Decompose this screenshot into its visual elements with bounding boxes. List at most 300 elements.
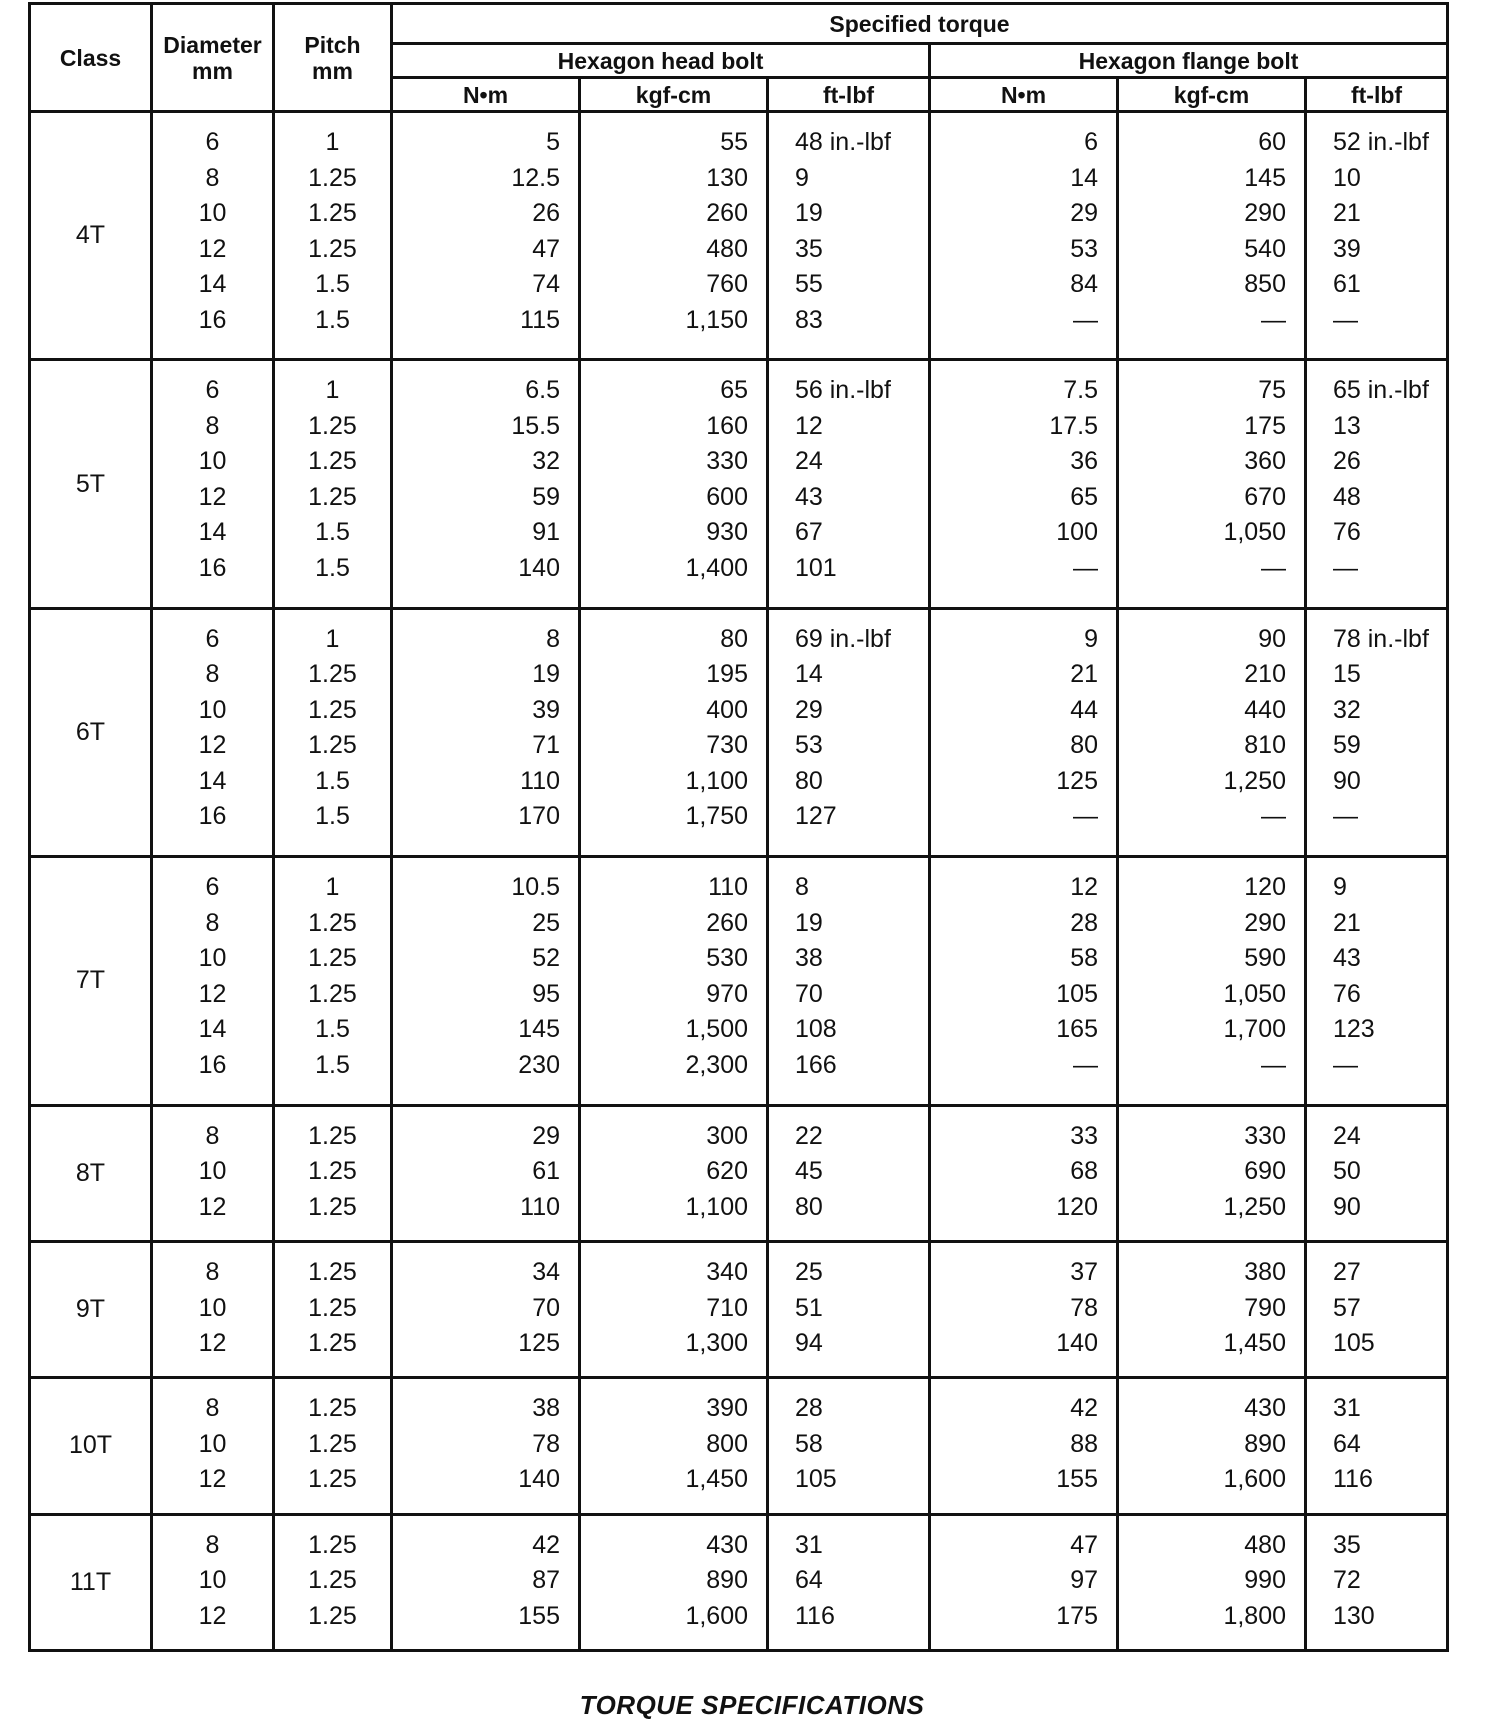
cell-flange-nm: 6 (1084, 128, 1098, 156)
table-row (30, 1378, 1448, 1514)
cell-pitch: 1.25 (308, 1530, 357, 1559)
cell-flange-nm: 105 (1056, 979, 1098, 1008)
cell-flange-nm: 14 (1070, 163, 1098, 192)
cell-flange-nm-column (930, 1514, 1118, 1650)
cell-flange-kgfcm: 1,250 (1223, 766, 1286, 795)
cell-flange-ftlbf: 65 in.-lbf (1333, 376, 1429, 405)
header-class-label: Class (59, 44, 122, 71)
cell-head-ftlbf: 64 (795, 1566, 823, 1595)
cell-flange-kgfcm-column (1118, 608, 1306, 856)
cell-flange-ftlbf: 43 (1333, 944, 1361, 973)
class-cell: 6T (30, 608, 152, 856)
cell-flange-nm-column (930, 1242, 1118, 1378)
cell-pitch: 1.25 (308, 1258, 357, 1286)
cell-diameter: 10 (198, 695, 227, 724)
cell-flange-kgfcm: 1,600 (1223, 1465, 1286, 1494)
cell-head-kgfcm-column (580, 1514, 768, 1650)
cell-head-kgfcm: 65 (720, 376, 748, 405)
cell-head-nm: 140 (518, 553, 560, 582)
cell-pitch: 1.25 (308, 482, 357, 511)
cell-head-nm-column (392, 360, 580, 608)
cell-flange-kgfcm: 75 (1258, 376, 1286, 405)
cell-head-nm: 145 (518, 1015, 560, 1044)
cell-head-ftlbf-column (768, 1242, 930, 1378)
cell-head-nm: 8 (546, 624, 560, 653)
cell-flange-ftlbf: 76 (1333, 518, 1361, 547)
cell-head-nm: 32 (532, 447, 560, 476)
table-row (30, 1514, 1448, 1650)
cell-head-kgfcm: 930 (706, 518, 748, 547)
cell-head-kgfcm-column (580, 1105, 768, 1241)
cell-head-nm: 59 (532, 482, 560, 511)
cell-head-kgfcm-column (580, 360, 768, 608)
cell-flange-nm: 80 (1070, 731, 1098, 760)
cell-diameter: 12 (198, 731, 227, 760)
cell-diameter: 8 (205, 1530, 220, 1559)
cell-head-ftlbf: 29 (795, 695, 823, 724)
cell-head-ftlbf: 14 (795, 660, 823, 689)
cell-pitch: 1.25 (308, 1121, 357, 1150)
cell-flange-kgfcm: 175 (1244, 411, 1286, 440)
cell-head-kgfcm: 2,300 (685, 1050, 748, 1079)
cell-flange-nm-column (930, 1378, 1118, 1514)
header-hexagon-flange-bolt (930, 44, 1448, 78)
cell-flange-nm: 17.5 (1049, 411, 1098, 440)
cell-flange-kgfcm: 145 (1244, 163, 1286, 192)
cell-head-kgfcm: 1,400 (685, 553, 748, 582)
cell-head-ftlbf: 105 (795, 1465, 837, 1494)
header-diameter (152, 4, 274, 112)
cell-flange-kgfcm-column (1118, 1378, 1306, 1514)
cell-head-ftlbf: 55 (795, 270, 823, 298)
cell-pitch: 1.5 (315, 802, 350, 831)
cell-flange-ftlbf-column (1306, 1242, 1448, 1378)
cell-flange-nm: 36 (1070, 447, 1098, 476)
cell-flange-ftlbf: 61 (1333, 270, 1361, 298)
cell-diameter: 10 (198, 1429, 227, 1458)
cell-head-kgfcm: 300 (706, 1121, 748, 1150)
class-cell: 8T (30, 1105, 152, 1241)
cell-flange-ftlbf: 10 (1333, 163, 1361, 192)
cell-flange-ftlbf: 123 (1333, 1015, 1375, 1044)
cell-pitch: 1.5 (315, 1050, 350, 1079)
cell-flange-ftlbf: 72 (1333, 1566, 1361, 1595)
cell-flange-ftlbf: 105 (1333, 1329, 1375, 1357)
cell-pitch: 1.5 (315, 270, 350, 298)
header-unit-ftlbf-flange: ft-lbf (1306, 78, 1448, 112)
cell-flange-kgfcm: 90 (1258, 624, 1286, 653)
cell-flange-ftlbf: 130 (1333, 1601, 1375, 1630)
cell-flange-nm: 9 (1084, 624, 1098, 653)
cell-head-kgfcm: 620 (706, 1157, 748, 1186)
cell-head-kgfcm-column (580, 608, 768, 856)
cell-head-kgfcm: 55 (720, 128, 748, 156)
cell-flange-nm: 78 (1070, 1293, 1098, 1322)
cell-flange-nm: 175 (1056, 1601, 1098, 1630)
cell-head-nm: 15.5 (511, 411, 560, 440)
cell-head-nm: 71 (532, 731, 560, 760)
cell-pitch: 1.25 (308, 411, 357, 440)
cell-flange-ftlbf: 78 in.-lbf (1333, 624, 1429, 653)
cell-head-kgfcm: 480 (706, 234, 748, 263)
cell-flange-kgfcm: 1,800 (1223, 1601, 1286, 1630)
cell-pitch: 1.25 (308, 979, 357, 1008)
header-pitch-unit: mm (312, 57, 353, 84)
cell-diameter: 10 (198, 1293, 227, 1322)
cell-head-nm: 12.5 (511, 163, 560, 192)
cell-head-nm-column (392, 1378, 580, 1514)
cell-head-ftlbf: 22 (795, 1121, 823, 1150)
cell-head-nm-column (392, 112, 580, 360)
cell-flange-kgfcm-column (1118, 857, 1306, 1105)
cell-head-kgfcm: 160 (706, 411, 748, 440)
cell-head-nm: 61 (532, 1157, 560, 1186)
cell-diameter: 8 (205, 411, 220, 440)
class-cell: 10T (30, 1378, 152, 1514)
cell-head-ftlbf: 101 (795, 553, 837, 582)
cell-pitch: 1.25 (308, 1566, 357, 1595)
cell-head-kgfcm: 430 (706, 1530, 748, 1559)
cell-head-nm-column (392, 1242, 580, 1378)
cell-head-ftlbf: 67 (795, 518, 823, 547)
header-pitch (274, 4, 392, 112)
cell-flange-nm-column (930, 857, 1118, 1105)
cell-diameter: 8 (205, 163, 220, 192)
cell-flange-nm: 7.5 (1063, 376, 1098, 405)
cell-diameter-column (152, 1242, 274, 1378)
cell-head-kgfcm: 400 (706, 695, 748, 724)
cell-pitch: 1.25 (308, 660, 357, 689)
cell-diameter-column (152, 112, 274, 360)
header-unit-kgfcm-head: kgf-cm (580, 78, 768, 112)
cell-pitch-column (274, 1514, 392, 1650)
table-row (30, 1242, 1448, 1378)
cell-pitch-column (274, 1105, 392, 1241)
class-cell: 5T (30, 360, 152, 608)
cell-flange-ftlbf-column (1306, 360, 1448, 608)
cell-pitch: 1.25 (308, 1601, 357, 1630)
cell-diameter: 12 (198, 1465, 227, 1494)
torque-specifications-table (28, 2, 1449, 1652)
cell-flange-nm: 47 (1070, 1530, 1098, 1559)
cell-head-nm: 6.5 (525, 376, 560, 405)
cell-pitch: 1 (325, 624, 340, 653)
cell-pitch-column (274, 1242, 392, 1378)
cell-flange-kgfcm: 1,250 (1223, 1192, 1286, 1221)
cell-flange-kgfcm: 330 (1244, 1121, 1286, 1150)
cell-flange-ftlbf: 48 (1333, 482, 1361, 511)
cell-flange-nm: 125 (1056, 766, 1098, 795)
cell-flange-kgfcm-column (1118, 360, 1306, 608)
cell-head-nm: 10.5 (511, 873, 560, 902)
class-cell: 11T (30, 1514, 152, 1650)
cell-pitch: 1.5 (315, 518, 350, 547)
cell-flange-ftlbf: 21 (1333, 199, 1361, 227)
cell-flange-ftlbf: — (1333, 305, 1358, 334)
cell-head-nm: 230 (518, 1050, 560, 1079)
cell-diameter-column (152, 608, 274, 856)
cell-head-nm: 26 (532, 199, 560, 227)
table-row (30, 608, 1448, 856)
cell-pitch: 1.25 (308, 1465, 357, 1494)
cell-pitch: 1 (325, 376, 340, 405)
cell-diameter-column (152, 1378, 274, 1514)
cell-flange-nm: 28 (1070, 908, 1098, 937)
cell-head-nm: 91 (532, 518, 560, 547)
cell-head-nm-column (392, 1514, 580, 1650)
cell-pitch: 1 (325, 873, 340, 902)
cell-flange-kgfcm: 120 (1244, 873, 1286, 902)
class-cell: 7T (30, 857, 152, 1105)
cell-flange-ftlbf: 76 (1333, 979, 1361, 1008)
cell-flange-kgfcm: 1,450 (1223, 1329, 1286, 1357)
cell-flange-kgfcm: 1,050 (1223, 518, 1286, 547)
cell-head-nm-column (392, 608, 580, 856)
cell-diameter: 8 (205, 660, 220, 689)
cell-flange-kgfcm: 210 (1244, 660, 1286, 689)
cell-head-kgfcm: 260 (706, 908, 748, 937)
cell-head-kgfcm: 1,600 (685, 1601, 748, 1630)
cell-flange-nm: 29 (1070, 199, 1098, 227)
cell-head-ftlbf: 19 (795, 908, 823, 937)
cell-flange-nm: 140 (1056, 1329, 1098, 1357)
cell-flange-ftlbf: 64 (1333, 1429, 1361, 1458)
cell-diameter: 14 (198, 518, 227, 547)
cell-head-ftlbf: 19 (795, 199, 823, 227)
cell-flange-nm-column (930, 360, 1118, 608)
cell-flange-kgfcm: 430 (1244, 1394, 1286, 1423)
cell-flange-kgfcm-column (1118, 1105, 1306, 1241)
cell-flange-kgfcm: 670 (1244, 482, 1286, 511)
cell-head-ftlbf: 24 (795, 447, 823, 476)
cell-flange-ftlbf-column (1306, 1514, 1448, 1650)
cell-head-nm-column (392, 1105, 580, 1241)
cell-head-ftlbf: 58 (795, 1429, 823, 1458)
table-row (30, 112, 1448, 360)
cell-head-ftlbf-column (768, 1105, 930, 1241)
cell-flange-kgfcm: 990 (1244, 1566, 1286, 1595)
cell-flange-ftlbf: 26 (1333, 447, 1361, 476)
cell-flange-ftlbf: 59 (1333, 731, 1361, 760)
cell-flange-ftlbf: 90 (1333, 1192, 1361, 1221)
cell-head-kgfcm: 800 (706, 1429, 748, 1458)
cell-head-kgfcm: 110 (708, 873, 748, 902)
cell-diameter: 14 (198, 766, 227, 795)
cell-pitch: 1.5 (315, 1015, 350, 1044)
cell-head-kgfcm: 1,300 (685, 1329, 748, 1357)
cell-flange-nm: 12 (1070, 873, 1098, 902)
cell-head-ftlbf: 69 in.-lbf (795, 624, 891, 653)
cell-diameter: 6 (205, 128, 220, 156)
cell-flange-ftlbf: 9 (1333, 873, 1347, 902)
cell-flange-kgfcm: 480 (1244, 1530, 1286, 1559)
cell-flange-kgfcm: 690 (1244, 1157, 1286, 1186)
cell-head-ftlbf: 116 (795, 1601, 835, 1630)
cell-pitch-column (274, 857, 392, 1105)
cell-diameter-column (152, 857, 274, 1105)
cell-head-kgfcm: 760 (706, 270, 748, 298)
cell-diameter: 10 (198, 199, 227, 227)
cell-flange-kgfcm: 1,050 (1223, 979, 1286, 1008)
cell-head-kgfcm: 390 (706, 1394, 748, 1423)
cell-head-nm: 34 (532, 1258, 560, 1286)
cell-flange-nm: 21 (1070, 660, 1098, 689)
cell-head-ftlbf: 48 in.-lbf (795, 128, 891, 156)
header-specified-torque-label: Specified torque (829, 10, 1010, 37)
cell-flange-nm: 37 (1070, 1258, 1098, 1286)
header-hexagon-head-bolt-label: Hexagon head bolt (557, 47, 764, 74)
cell-flange-ftlbf: 21 (1333, 908, 1361, 937)
cell-flange-ftlbf-column (1306, 857, 1448, 1105)
cell-head-ftlbf: 12 (795, 411, 823, 440)
cell-flange-kgfcm: 360 (1244, 447, 1286, 476)
cell-head-kgfcm: 730 (706, 731, 748, 760)
cell-diameter: 12 (198, 1192, 227, 1221)
table-row (30, 360, 1448, 608)
cell-diameter: 6 (205, 873, 220, 902)
class-cell: 4T (30, 112, 152, 360)
cell-head-ftlbf: 53 (795, 731, 823, 760)
cell-pitch-column (274, 112, 392, 360)
cell-flange-ftlbf-column (1306, 112, 1448, 360)
header-hexagon-head-bolt (392, 44, 930, 78)
cell-head-nm: 155 (518, 1601, 560, 1630)
header-diameter-unit: mm (192, 57, 233, 84)
cell-diameter: 12 (198, 234, 227, 263)
cell-diameter: 12 (198, 1601, 227, 1630)
table-caption: TORQUE SPECIFICATIONS (579, 1690, 925, 1720)
cell-diameter-column (152, 360, 274, 608)
table-row (30, 1105, 1448, 1241)
table-header (30, 4, 1448, 112)
cell-head-nm: 39 (532, 695, 560, 724)
cell-pitch: 1.25 (308, 1157, 357, 1186)
cell-head-ftlbf: 8 (795, 873, 809, 902)
cell-flange-nm: 155 (1056, 1465, 1098, 1494)
header-unit-nm-head: N•m (392, 78, 580, 112)
cell-head-kgfcm: 530 (706, 944, 748, 973)
cell-head-ftlbf: 35 (795, 234, 823, 263)
cell-head-kgfcm: 1,100 (685, 766, 748, 795)
cell-flange-nm: 68 (1070, 1157, 1098, 1186)
header-diameter-label: Diameter (163, 31, 262, 58)
cell-flange-kgfcm: 60 (1258, 128, 1286, 156)
cell-head-ftlbf: 70 (795, 979, 823, 1008)
cell-flange-kgfcm: 590 (1244, 944, 1286, 973)
cell-pitch: 1.25 (308, 944, 357, 973)
cell-flange-kgfcm: 790 (1244, 1293, 1286, 1322)
cell-head-ftlbf: 9 (795, 163, 809, 192)
cell-flange-nm: 44 (1070, 695, 1098, 724)
cell-diameter: 6 (205, 624, 220, 653)
cell-head-nm: 47 (532, 234, 560, 263)
cell-head-kgfcm: 890 (706, 1566, 748, 1595)
cell-pitch: 1.25 (308, 1394, 357, 1423)
cell-diameter: 14 (198, 1015, 227, 1044)
cell-pitch: 1.25 (308, 1192, 357, 1221)
cell-flange-nm: 88 (1070, 1429, 1098, 1458)
cell-flange-ftlbf-column (1306, 608, 1448, 856)
cell-head-nm-column (392, 857, 580, 1105)
cell-pitch: 1.25 (308, 234, 357, 263)
cell-head-kgfcm: 1,500 (685, 1015, 748, 1044)
cell-head-nm: 74 (532, 270, 560, 298)
cell-head-ftlbf: 80 (795, 766, 823, 795)
cell-head-ftlbf: 51 (795, 1293, 823, 1322)
cell-head-nm: 170 (518, 802, 560, 831)
cell-head-ftlbf: 94 (795, 1329, 823, 1357)
cell-flange-kgfcm-column (1118, 1242, 1306, 1378)
cell-diameter-column (152, 1105, 274, 1241)
cell-head-nm: 115 (520, 305, 560, 334)
cell-flange-kgfcm: — (1261, 802, 1286, 831)
torque-table-container (28, 2, 1446, 1652)
cell-pitch: 1.25 (308, 1293, 357, 1322)
header-pitch-label: Pitch (304, 31, 361, 58)
cell-head-kgfcm: 970 (706, 979, 748, 1008)
cell-head-nm: 110 (520, 766, 560, 795)
cell-flange-nm: 120 (1056, 1192, 1098, 1221)
cell-head-ftlbf: 25 (795, 1258, 823, 1286)
cell-diameter: 12 (198, 482, 227, 511)
cell-flange-nm: — (1073, 1050, 1098, 1079)
cell-diameter: 6 (205, 376, 220, 405)
cell-diameter: 8 (205, 908, 220, 937)
cell-flange-kgfcm-column (1118, 112, 1306, 360)
cell-pitch-column (274, 1378, 392, 1514)
cell-flange-ftlbf: 35 (1333, 1530, 1361, 1559)
cell-head-ftlbf: 166 (795, 1050, 837, 1079)
cell-diameter: 10 (198, 447, 227, 476)
cell-diameter-column (152, 1514, 274, 1650)
cell-head-ftlbf: 43 (795, 482, 823, 511)
cell-diameter: 12 (198, 1329, 227, 1357)
cell-head-kgfcm: 130 (706, 163, 748, 192)
header-unit-nm-flange: N•m (930, 78, 1118, 112)
cell-head-nm: 19 (532, 660, 560, 689)
cell-pitch: 1.25 (308, 908, 357, 937)
cell-head-ftlbf: 80 (795, 1192, 823, 1221)
cell-head-nm: 25 (532, 908, 560, 937)
cell-flange-ftlbf: 27 (1333, 1258, 1361, 1286)
cell-flange-ftlbf: — (1333, 802, 1358, 831)
cell-flange-nm: — (1073, 553, 1098, 582)
cell-head-ftlbf: 56 in.-lbf (795, 376, 891, 405)
cell-flange-kgfcm: — (1261, 553, 1286, 582)
cell-diameter: 10 (198, 944, 227, 973)
cell-pitch: 1 (325, 128, 340, 156)
cell-head-kgfcm: 195 (706, 660, 748, 689)
cell-diameter: 16 (198, 1050, 227, 1079)
cell-flange-ftlbf: 116 (1333, 1465, 1373, 1494)
cell-flange-nm: — (1073, 802, 1098, 831)
cell-head-nm: 95 (532, 979, 560, 1008)
cell-flange-nm-column (930, 112, 1118, 360)
cell-flange-kgfcm: 810 (1244, 731, 1286, 760)
cell-pitch: 1.25 (308, 695, 357, 724)
cell-flange-nm: 97 (1070, 1566, 1098, 1595)
cell-flange-nm: 58 (1070, 944, 1098, 973)
cell-head-kgfcm: 600 (706, 482, 748, 511)
cell-head-nm: 110 (520, 1192, 560, 1221)
cell-diameter: 14 (198, 270, 227, 298)
cell-flange-kgfcm: — (1261, 305, 1286, 334)
cell-flange-kgfcm: 540 (1244, 234, 1286, 263)
cell-flange-kgfcm: — (1261, 1050, 1286, 1079)
cell-head-ftlbf-column (768, 857, 930, 1105)
cell-flange-kgfcm: 890 (1244, 1429, 1286, 1458)
cell-pitch: 1.5 (315, 305, 350, 334)
